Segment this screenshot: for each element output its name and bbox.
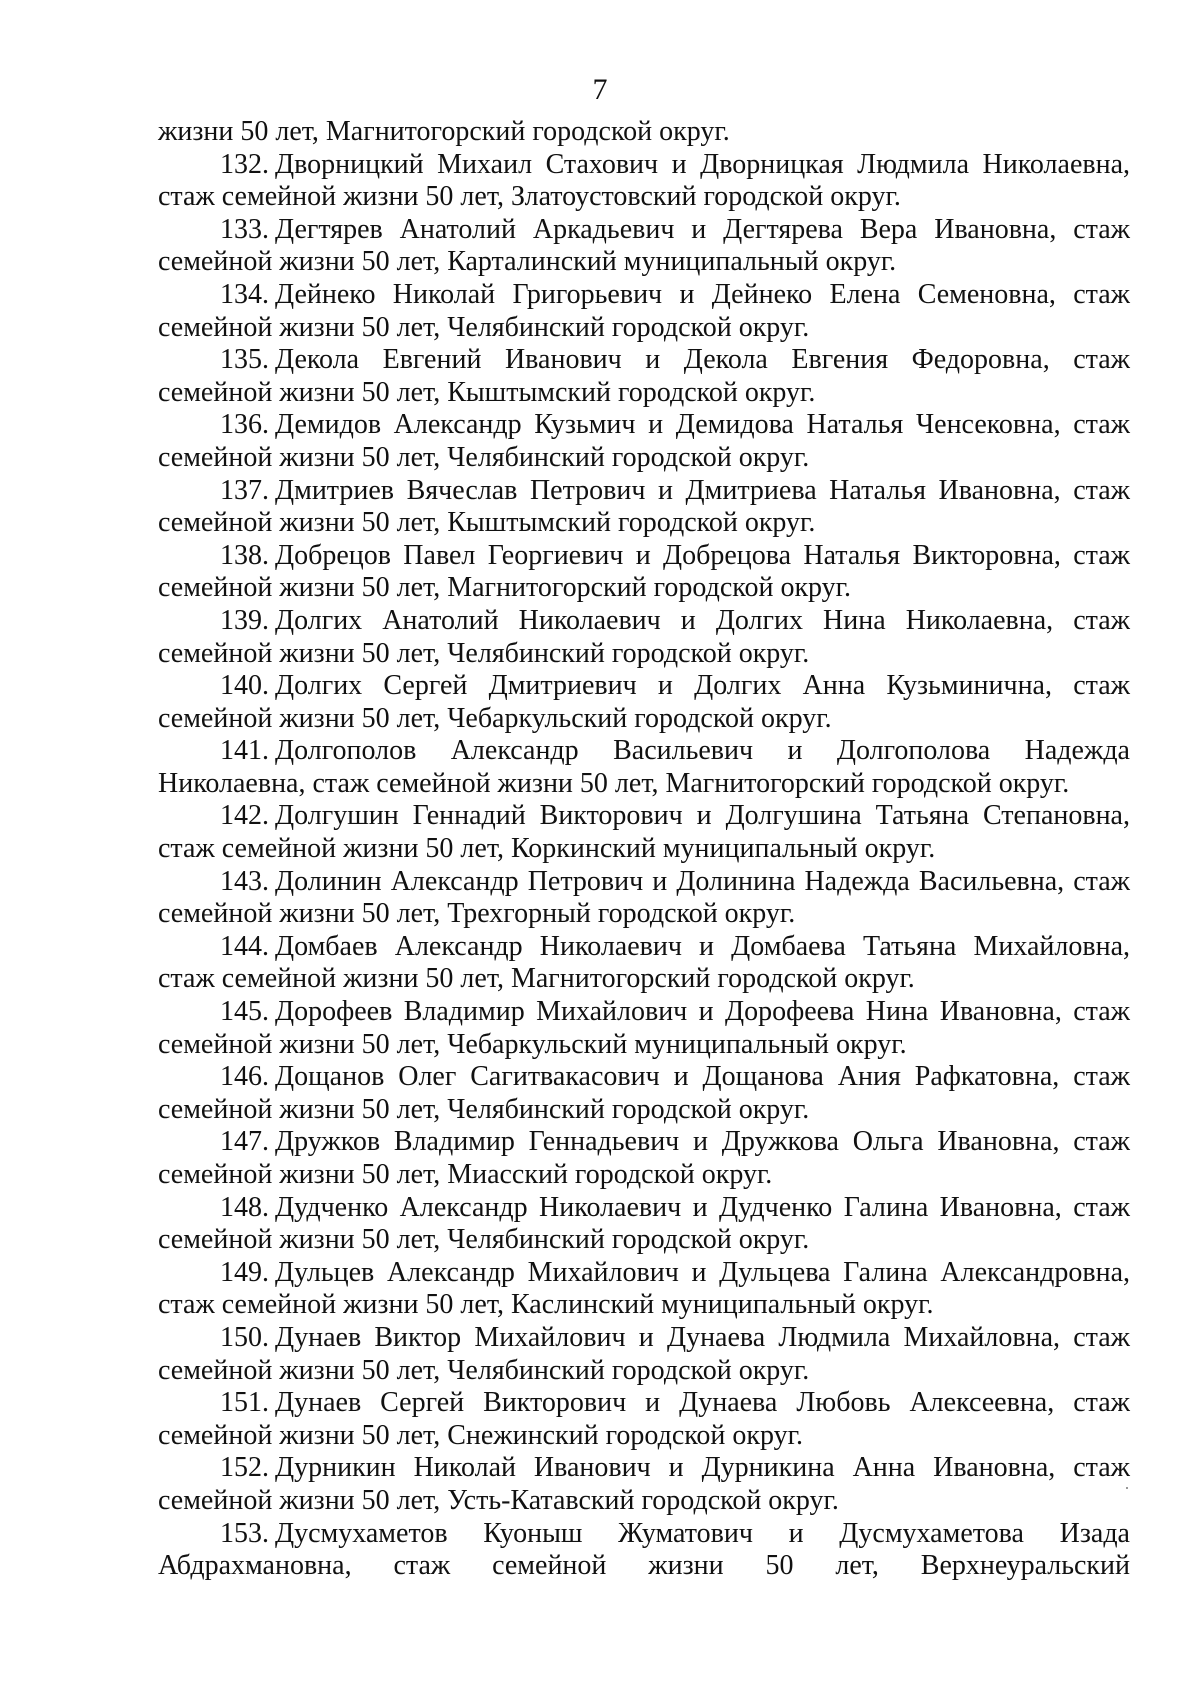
item-number: 140. bbox=[220, 670, 269, 702]
item-number: 148. bbox=[220, 1191, 269, 1223]
item-text: Долгих Анатолий Николаевич и Долгих Нина Николаевна, стаж семейной жизни 50 лет, Челябинский городской округ. bbox=[158, 604, 1130, 669]
list-item bbox=[158, 605, 1130, 670]
list-item bbox=[158, 214, 1130, 279]
item-text: Дмитриев Вячеслав Петрович и Дмитриева Наталья Ивановна, стаж семейной жизни 50 лет, Кыштымский городской округ. bbox=[158, 474, 1130, 539]
item-number: 153. bbox=[220, 1517, 269, 1549]
list-item bbox=[158, 540, 1130, 605]
item-text: Демидов Александр Кузьмич и Демидова Наталья Ченсековна, стаж семейной жизни 50 лет, Челябинский городской округ. bbox=[158, 409, 1130, 473]
item-text: Дворницкий Михаил Стахович и Дворницкая Людмила Николаевна, стаж семейной жизни 50 лет, Златоустовский городской округ. bbox=[158, 148, 1130, 213]
item-text: Дощанов Олег Сагитвакасович и Дощанова Ания Рафкатовна, стаж семейной жизни 50 лет, Челябинский городской округ. bbox=[158, 1061, 1130, 1125]
list-item bbox=[158, 409, 1130, 474]
list-item bbox=[158, 866, 1130, 931]
item-text: Дусмухаметов Куоныш Жуматович и Дусмухаметова Изада Абдрахмановна, стаж семейной жизни 50 лет, Верхнеуральский bbox=[158, 1517, 1130, 1582]
item-text: Домбаев Александр Николаевич и Домбаева Татьяна Михайловна, стаж семейной жизни 50 лет, Магнитогорский городской округ. bbox=[158, 930, 1130, 995]
list-item bbox=[158, 800, 1130, 865]
list-item bbox=[158, 279, 1130, 344]
list-item bbox=[158, 1518, 1130, 1583]
item-number: 135. bbox=[220, 344, 269, 376]
item-number: 137. bbox=[220, 474, 269, 506]
item-number: 143. bbox=[220, 865, 269, 897]
item-text: Долинин Александр Петрович и Долинина Надежда Васильевна, стаж семейной жизни 50 лет, Трехгорный городской округ. bbox=[158, 865, 1130, 930]
item-text: Дудченко Александр Николаевич и Дудченко Галина Ивановна, стаж семейной жизни 50 лет, Челябинский городской округ. bbox=[158, 1191, 1130, 1256]
item-text: Долгополов Александр Васильевич и Долгополова Надежда Николаевна, стаж семейной жизни 50 лет, Магнитогорский городской округ. bbox=[158, 735, 1130, 799]
item-text: Дунаев Виктор Михайлович и Дунаева Людмила Михайловна, стаж семейной жизни 50 лет, Челябинский городской округ. bbox=[158, 1321, 1130, 1386]
list-item bbox=[158, 735, 1130, 800]
item-text: Дегтярев Анатолий Аркадьевич и Дегтярева Вера Ивановна, стаж семейной жизни 50 лет, Карталинский муниципальный округ. bbox=[158, 213, 1130, 278]
continuation-paragraph: жизни 50 лет, Магнитогорский городской округ. bbox=[158, 116, 730, 147]
item-text: Долгушин Геннадий Викторович и Долгушина Татьяна Степановна, стаж семейной жизни 50 лет, Коркинский муниципальный округ. bbox=[158, 800, 1130, 865]
item-number: 134. bbox=[220, 278, 269, 310]
item-text: Долгих Сергей Дмитриевич и Долгих Анна Кузьминична, стаж семейной жизни 50 лет, Чебаркульский городской округ. bbox=[158, 670, 1130, 734]
document-body bbox=[158, 116, 1130, 1583]
item-text: Дорофеев Владимир Михайлович и Дорофеева Нина Ивановна, стаж семейной жизни 50 лет, Чебаркульский муниципальный округ. bbox=[158, 996, 1130, 1060]
list-item bbox=[158, 475, 1130, 540]
item-text: Дульцев Александр Михайлович и Дульцева Галина Александровна, стаж семейной жизни 50 лет, Каслинский муниципальный округ. bbox=[158, 1256, 1130, 1321]
item-number: 136. bbox=[220, 409, 269, 441]
list-item bbox=[158, 1126, 1130, 1191]
item-number: 144. bbox=[220, 930, 269, 962]
list-item bbox=[158, 1257, 1130, 1322]
item-number: 146. bbox=[220, 1061, 269, 1093]
item-number: 132. bbox=[220, 148, 269, 180]
scan-speck bbox=[1126, 1487, 1128, 1489]
item-number: 141. bbox=[220, 735, 269, 767]
item-number: 149. bbox=[220, 1256, 269, 1288]
item-text: Декола Евгений Иванович и Декола Евгения Федоровна, стаж семейной жизни 50 лет, Кыштымский городской округ. bbox=[158, 344, 1130, 408]
list-item bbox=[158, 344, 1130, 409]
item-text: Дружков Владимир Геннадьевич и Дружкова Ольга Ивановна, стаж семейной жизни 50 лет, Миасский городской округ. bbox=[158, 1126, 1130, 1190]
item-text: Добрецов Павел Георгиевич и Добрецова Наталья Викторовна, стаж семейной жизни 50 лет, Магнитогорский городской округ. bbox=[158, 539, 1130, 604]
list-item bbox=[158, 1061, 1130, 1126]
item-number: 152. bbox=[220, 1452, 269, 1484]
page-number: 7 bbox=[592, 73, 608, 106]
item-number: 142. bbox=[220, 800, 269, 832]
list-item bbox=[158, 1387, 1130, 1452]
item-number: 133. bbox=[220, 213, 269, 245]
list-item bbox=[158, 1192, 1130, 1257]
list-item bbox=[158, 149, 1130, 214]
item-number: 139. bbox=[220, 604, 269, 636]
list-item bbox=[158, 996, 1130, 1061]
item-number: 138. bbox=[220, 539, 269, 571]
item-text: Дейнеко Николай Григорьевич и Дейнеко Елена Семеновна, стаж семейной жизни 50 лет, Челябинский городской округ. bbox=[158, 278, 1130, 343]
list-item bbox=[158, 670, 1130, 735]
item-text: Дурникин Николай Иванович и Дурникина Анна Ивановна, стаж семейной жизни 50 лет, Усть-Катавский городской округ. bbox=[158, 1452, 1130, 1516]
award-list bbox=[158, 149, 1130, 1583]
item-text: Дунаев Сергей Викторович и Дунаева Любовь Алексеевна, стаж семейной жизни 50 лет, Снежинский городской округ. bbox=[158, 1387, 1130, 1451]
item-number: 145. bbox=[220, 996, 269, 1028]
list-item bbox=[158, 1452, 1130, 1517]
list-item bbox=[158, 931, 1130, 996]
item-number: 150. bbox=[220, 1321, 269, 1353]
list-item bbox=[158, 1322, 1130, 1387]
item-number: 151. bbox=[220, 1387, 269, 1419]
item-number: 147. bbox=[220, 1126, 269, 1158]
